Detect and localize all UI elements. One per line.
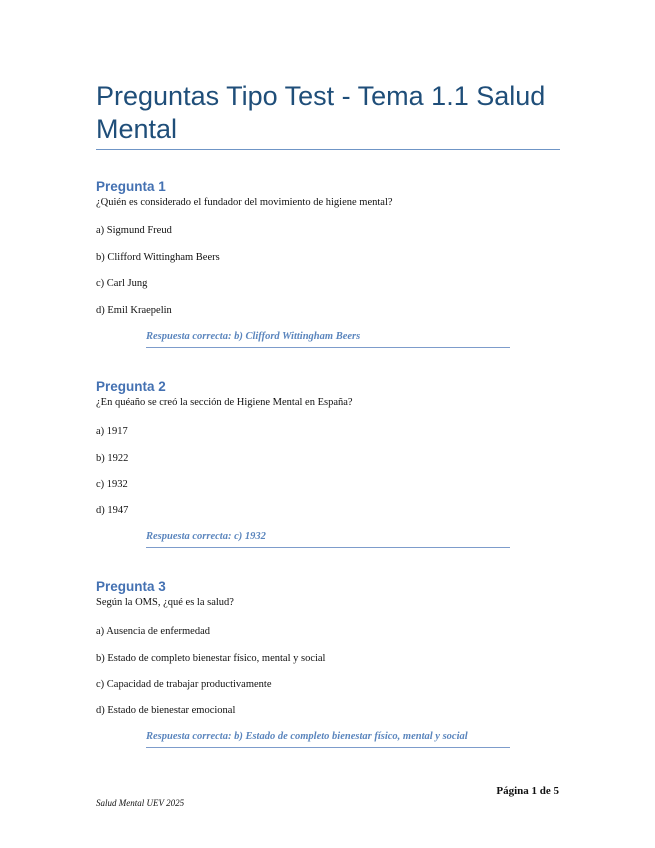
footer-text: Salud Mental UEV 2025 <box>96 798 185 808</box>
question-text: Según la OMS, ¿qué es la salud? <box>96 597 234 608</box>
question-heading: Pregunta 2 <box>96 379 166 394</box>
question-block <box>96 177 566 342</box>
question-block <box>96 377 566 542</box>
option: d) Emil Kraepelin <box>96 305 172 316</box>
document-title: Preguntas Tipo Test - Tema 1.1 Salud Mental <box>96 81 546 144</box>
option: b) Estado de completo bienestar físico, mental y social <box>96 653 326 664</box>
title-divider <box>96 149 560 150</box>
option: b) 1922 <box>96 453 129 464</box>
question-text: ¿Quién es considerado el fundador del movimiento de higiene mental? <box>96 197 393 208</box>
question-heading: Pregunta 1 <box>96 179 166 194</box>
correct-answer: Respuesta correcta: b) Clifford Wittingham Beers <box>146 329 510 348</box>
option: b) Clifford Wittingham Beers <box>96 252 220 263</box>
page-number: Página 1 de 5 <box>496 785 559 797</box>
option: a) Ausencia de enfermedad <box>96 626 210 637</box>
question-heading: Pregunta 3 <box>96 579 166 594</box>
correct-answer: Respuesta correcta: b) Estado de completo bienestar físico, mental y social <box>146 729 510 748</box>
option: a) Sigmund Freud <box>96 225 172 236</box>
option: d) 1947 <box>96 505 129 516</box>
option: c) Carl Jung <box>96 278 148 289</box>
option: c) 1932 <box>96 479 128 490</box>
option: a) 1917 <box>96 426 128 437</box>
correct-answer: Respuesta correcta: c) 1932 <box>146 529 510 548</box>
option: c) Capacidad de trabajar productivamente <box>96 679 272 690</box>
option: d) Estado de bienestar emocional <box>96 705 236 716</box>
question-text: ¿En quéaño se creó la sección de Higiene Mental en España? <box>96 397 353 408</box>
question-block <box>96 577 566 742</box>
